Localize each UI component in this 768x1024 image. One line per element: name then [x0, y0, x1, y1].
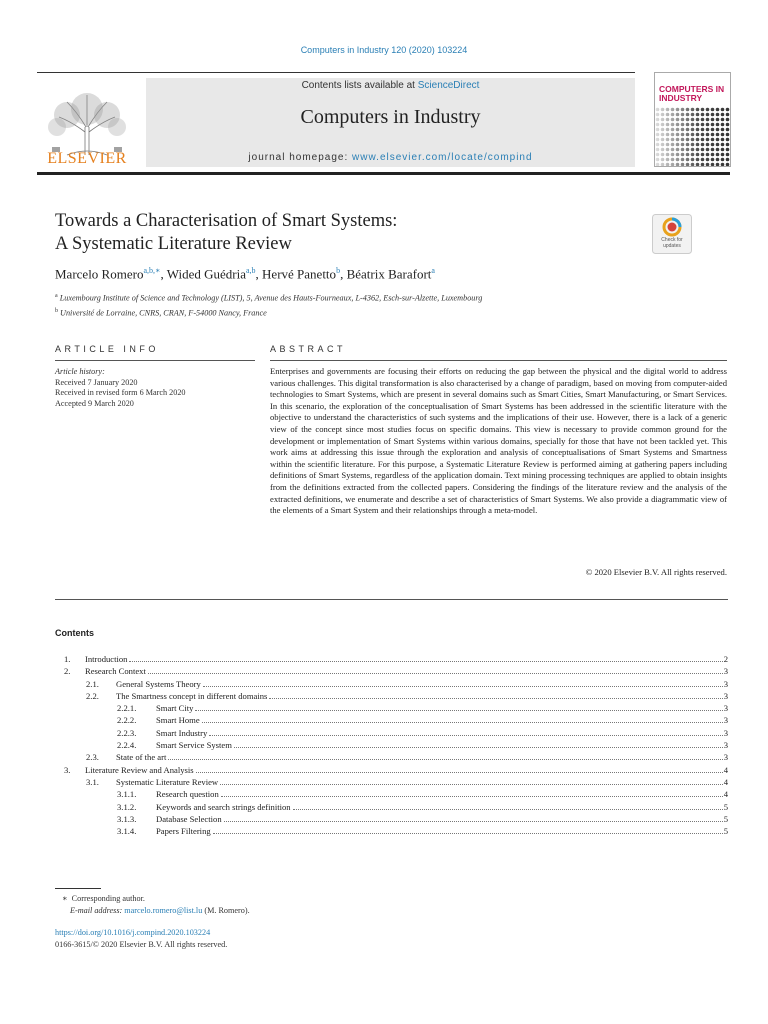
affiliation-marker: b	[55, 308, 58, 315]
journal-homepage-line	[146, 152, 635, 163]
toc-leader-dots	[168, 751, 722, 760]
toc-entry-number: 3.1.3.	[117, 813, 137, 824]
toc-leader-dots	[195, 702, 722, 711]
toc-entry-number: 2.	[64, 666, 71, 677]
cover-halftone-icon	[655, 107, 730, 166]
toc-entry-number: 2.2.4.	[117, 740, 137, 751]
toc-entry-title[interactable]: Smart Service System	[156, 740, 232, 751]
affiliations	[55, 290, 695, 320]
author-affiliation-marker[interactable]: a	[431, 266, 435, 275]
affiliation-marker: a	[55, 293, 58, 299]
history-label: Article history:	[55, 367, 105, 376]
author-affiliation-marker[interactable]: b	[336, 266, 341, 275]
header-top-rule	[37, 72, 635, 73]
toc-entry-title[interactable]: The Smartness concept in different domains	[116, 690, 268, 701]
toc-entry-number: 2.2.2.	[117, 715, 137, 726]
toc-leader-dots	[196, 764, 723, 773]
affiliation-text: Université de Lorraine, CNRS, CRAN, F-54000 Nancy, France	[60, 308, 267, 318]
toc-entry[interactable]	[60, 751, 728, 763]
author-list	[55, 266, 695, 282]
toc-entry-page[interactable]: 3	[723, 727, 728, 738]
header-bottom-rule	[37, 172, 730, 175]
toc-entry-title[interactable]: Keywords and search strings definition	[156, 801, 291, 812]
toc-entry-page[interactable]: 3	[723, 678, 728, 689]
author-name[interactable]: Marcelo Romero	[55, 266, 144, 282]
abstract-copyright: © 2020 Elsevier B.V. All rights reserved.	[585, 567, 727, 577]
toc-leader-dots	[269, 690, 722, 699]
toc-entry-page[interactable]: 4	[723, 789, 728, 800]
toc-entry[interactable]	[60, 690, 728, 702]
contents-heading: Contents	[55, 628, 94, 638]
footnote-marker: ∗	[62, 894, 68, 903]
toc-entry-number: 3.1.	[86, 776, 99, 787]
toc-leader-dots	[221, 788, 723, 797]
toc-entry-title[interactable]: Smart Home	[156, 715, 200, 726]
toc-entry-number: 2.3.	[86, 752, 99, 763]
toc-entry-title[interactable]: Literature Review and Analysis	[85, 764, 194, 775]
abstract-text: Enterprises and governments are focusing their efforts on reducing the gap between the physical and the digital world to address various challenges. This digital transformation is also characterised by a change of paradigm, based on moving from computer-aided technologies to Smart Systems, which are present in several domains such as Smart Cities, Smart Manufacturing, or Smart Services. In this scenario, the exploration of the conceptualisation of Smart Systems has been addressed in the scientific literature with the objective to understand the characteristics of such systems and the implications of their use. However, there is a lack of a generic view of the concept since most studies focus on specific domains. This view is necessary to provide common ground for the development or implementation of Smart Systems within various domains, specially for those that have not been tackled yet. This work aims at addressing this issue through the exploration and analysis of conceptualisations of Smart Systems and Smartness within the scientific literature. For this purpose, a Systematic Literature Review is performed aiming at gathering papers including definitions of Smart Systems, regardless of the application domain. Text mining processing techniques are applied to obtain insights from the definitions extracted from the collected papers. Considering the findings of the literature review and the analysis of the extracted definitions, we enumerate and describe a set of characteristics of Smart Systems. We also provide a diagrammatic view of the elements of a Smart System and their relationships through a meta-model.	[270, 366, 727, 516]
affiliation-item	[55, 290, 695, 305]
toc-entry[interactable]	[60, 714, 728, 726]
table-of-contents	[60, 653, 728, 837]
title-line-1: Towards a Characterisation of Smart Systems:	[55, 211, 398, 231]
journal-reference-link[interactable]: Computers in Industry 120 (2020) 103224	[300, 45, 468, 55]
journal-cover-thumbnail[interactable]	[654, 72, 731, 167]
sciencedirect-link[interactable]: ScienceDirect	[417, 80, 480, 91]
toc-entry-title[interactable]: Smart Industry	[156, 727, 208, 738]
toc-leader-dots	[203, 678, 723, 687]
toc-leader-dots	[234, 739, 723, 748]
toc-entry-title[interactable]: Introduction	[85, 654, 128, 664]
toc-leader-dots	[129, 653, 722, 662]
toc-entry[interactable]	[60, 825, 728, 837]
article-history	[55, 367, 255, 409]
author-affiliation-marker[interactable]: a,b	[245, 266, 256, 275]
doi-block	[55, 927, 455, 950]
elsevier-wordmark: ELSEVIER	[47, 150, 127, 167]
toc-entry-page[interactable]: 5	[723, 801, 728, 812]
toc-entry[interactable]	[60, 727, 728, 739]
abstract-heading: ABSTRACT	[270, 344, 347, 354]
journal-name: Computers in Industry	[300, 106, 481, 128]
toc-entry[interactable]	[60, 653, 728, 665]
contents-top-rule	[55, 599, 728, 600]
issn-copyright: 0166-3615/© 2020 Elsevier B.V. All rights reserved.	[55, 939, 228, 949]
toc-entry-title[interactable]: Systematic Literature Review	[116, 776, 219, 787]
toc-entry[interactable]	[60, 739, 728, 751]
toc-entry-title[interactable]: Database Selection	[156, 813, 222, 824]
toc-entry-title[interactable]: Smart City	[156, 703, 194, 714]
toc-entry-number: 3.1.1.	[117, 789, 137, 800]
toc-entry-number: 2.1.	[86, 678, 99, 689]
toc-leader-dots	[202, 714, 723, 723]
toc-entry-page[interactable]: 3	[723, 715, 728, 726]
toc-entry-title[interactable]: General Systems Theory	[116, 678, 201, 689]
author-affiliation-marker[interactable]: a,b,∗	[143, 266, 161, 275]
toc-entry[interactable]	[60, 678, 728, 690]
toc-entry-page[interactable]: 3	[723, 666, 728, 677]
toc-entry-page[interactable]: 3	[723, 740, 728, 751]
corresponding-author-footnote	[62, 893, 562, 916]
corresponding-author-label: Corresponding author.	[71, 894, 145, 903]
toc-entry-number: 3.1.2.	[117, 801, 137, 812]
affiliation-text: Luxembourg Institute of Science and Technology (LIST), 5, Avenue des Hauts-Fourneaux, L-4362, Esch-sur-Alzette, Luxembourg	[59, 293, 483, 303]
author-separator: ,	[340, 266, 347, 282]
toc-entry[interactable]	[60, 801, 728, 813]
author-name[interactable]: Wided Guédria	[166, 266, 246, 282]
homepage-prefix: journal homepage:	[248, 152, 353, 163]
toc-entry-number: 1.	[64, 654, 71, 664]
contents-available-line	[146, 80, 635, 91]
abstract-rule	[270, 360, 727, 361]
doi-link[interactable]: https://doi.org/10.1016/j.compind.2020.103224	[55, 928, 211, 937]
toc-leader-dots	[293, 801, 723, 810]
received-date: Received 7 January 2020	[55, 377, 138, 387]
article-title	[55, 210, 615, 256]
toc-entry-title[interactable]: State of the art	[116, 752, 167, 763]
cover-title: COMPUTERS IN INDUSTRY	[659, 84, 725, 103]
toc-entry[interactable]	[60, 764, 728, 776]
toc-leader-dots	[224, 813, 723, 822]
affiliation-item	[55, 305, 695, 320]
toc-entry-title[interactable]: Research Context	[85, 666, 146, 677]
email-owner: (M. Romero).	[204, 905, 250, 915]
toc-leader-dots	[148, 665, 723, 674]
toc-entry-number: 2.2.	[86, 690, 99, 701]
toc-leader-dots	[213, 825, 723, 834]
toc-entry-number: 2.2.1.	[117, 703, 137, 714]
toc-leader-dots	[220, 776, 723, 785]
title-line-2: A Systematic Literature Review	[55, 234, 292, 254]
toc-entry-title[interactable]: Research question	[156, 789, 219, 800]
toc-entry-page[interactable]: 3	[723, 703, 728, 714]
toc-entry-title[interactable]: Papers Filtering	[156, 826, 211, 837]
author-separator: ,	[255, 266, 263, 282]
toc-leader-dots	[209, 727, 722, 736]
toc-entry[interactable]	[60, 702, 728, 714]
accepted-date: Accepted 9 March 2020	[55, 398, 134, 408]
toc-entry-number: 3.1.4.	[117, 826, 137, 837]
toc-entry-page[interactable]: 4	[723, 776, 728, 787]
toc-entry[interactable]	[60, 788, 728, 800]
author-name[interactable]: Béatrix Barafort	[346, 266, 432, 282]
author-separator: ,	[160, 266, 167, 282]
toc-entry-page[interactable]: 5	[723, 813, 728, 824]
article-info-rule	[55, 360, 255, 361]
revised-date: Received in revised form 6 March 2020	[55, 388, 186, 397]
toc-entry[interactable]	[60, 813, 728, 825]
email-label: E-mail address:	[70, 905, 123, 915]
footnote-rule	[55, 888, 101, 889]
toc-entry-page[interactable]: 3	[723, 752, 728, 763]
toc-entry-page[interactable]: 2	[723, 654, 728, 664]
author-name[interactable]: Hervé Panetto	[262, 266, 337, 282]
author-email-link[interactable]: marcelo.romero@list.lu	[124, 905, 203, 915]
contents-prefix: Contents lists available at	[301, 80, 418, 91]
toc-entry-page[interactable]: 3	[723, 690, 728, 701]
journal-homepage-link[interactable]: www.elsevier.com/locate/compind	[352, 152, 533, 163]
toc-entry-number: 3.	[64, 764, 71, 775]
article-info-heading: ARTICLE INFO	[55, 344, 159, 354]
toc-entry-number: 2.2.3.	[117, 727, 137, 738]
toc-entry-page[interactable]: 5	[723, 826, 728, 837]
toc-entry-page[interactable]: 4	[723, 764, 728, 775]
toc-entry[interactable]	[60, 776, 728, 788]
toc-entry[interactable]	[60, 665, 728, 677]
check-for-updates-label[interactable]: Check for updates	[661, 237, 683, 249]
